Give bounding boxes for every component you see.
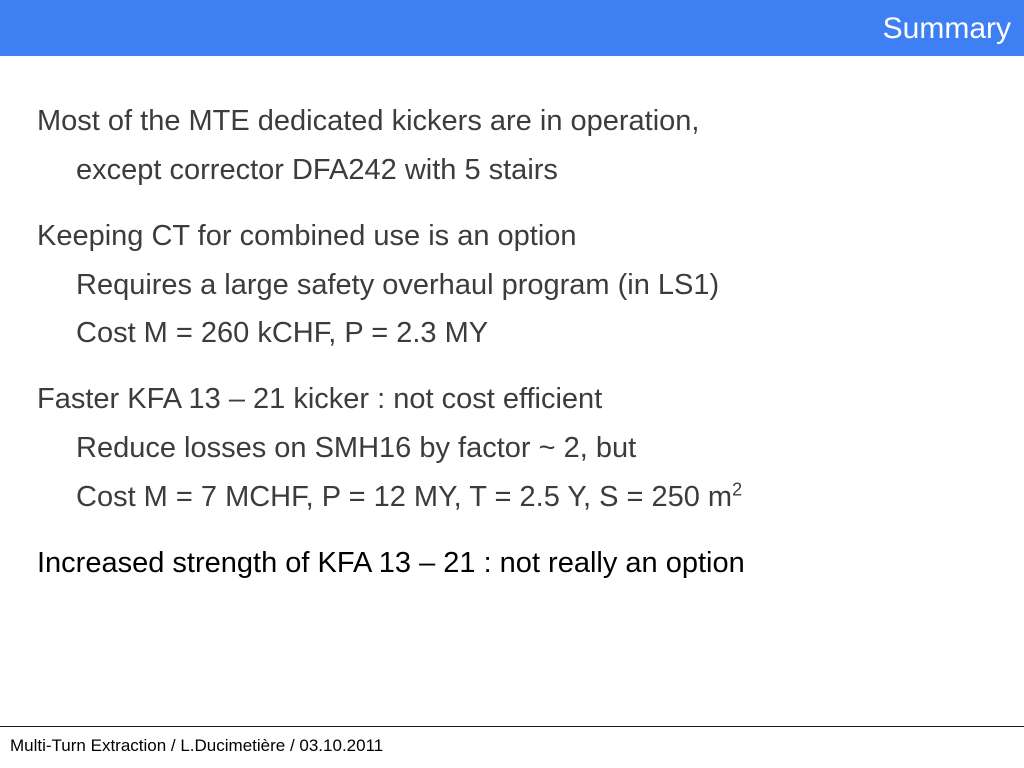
bullet-1: Most of the MTE dedicated kickers are in operation, xyxy=(37,105,700,137)
bullet-2-sub-2: Cost M = 260 kCHF, P = 2.3 MY xyxy=(76,317,489,349)
bullet-1-sub-1: except corrector DFA242 with 5 stairs xyxy=(76,154,558,186)
superscript-2: 2 xyxy=(732,479,743,500)
title-bar xyxy=(0,0,1024,56)
bullet-4: Increased strength of KFA 13 – 21 : not really an option xyxy=(37,547,745,579)
slide-title: Summary xyxy=(882,12,1011,45)
bullet-3: Faster KFA 13 – 21 kicker : not cost efficient xyxy=(37,383,603,415)
bullet-2: Keeping CT for combined use is an option xyxy=(37,220,577,252)
bullet-3-sub-2-text: Cost M = 7 MCHF, P = 12 MY, T = 2.5 Y, S = 250 m xyxy=(76,481,733,513)
footer: Multi-Turn Extraction / L.Ducimetière / 03.10.2011 xyxy=(10,736,384,755)
footer-divider xyxy=(0,726,1024,727)
bullet-2-sub-1: Requires a large safety overhaul program (in LS1) xyxy=(76,269,720,301)
bullet-3-sub-1: Reduce losses on SMH16 by factor ~ 2, but xyxy=(76,432,637,464)
bullet-3-sub-2 xyxy=(76,479,742,515)
